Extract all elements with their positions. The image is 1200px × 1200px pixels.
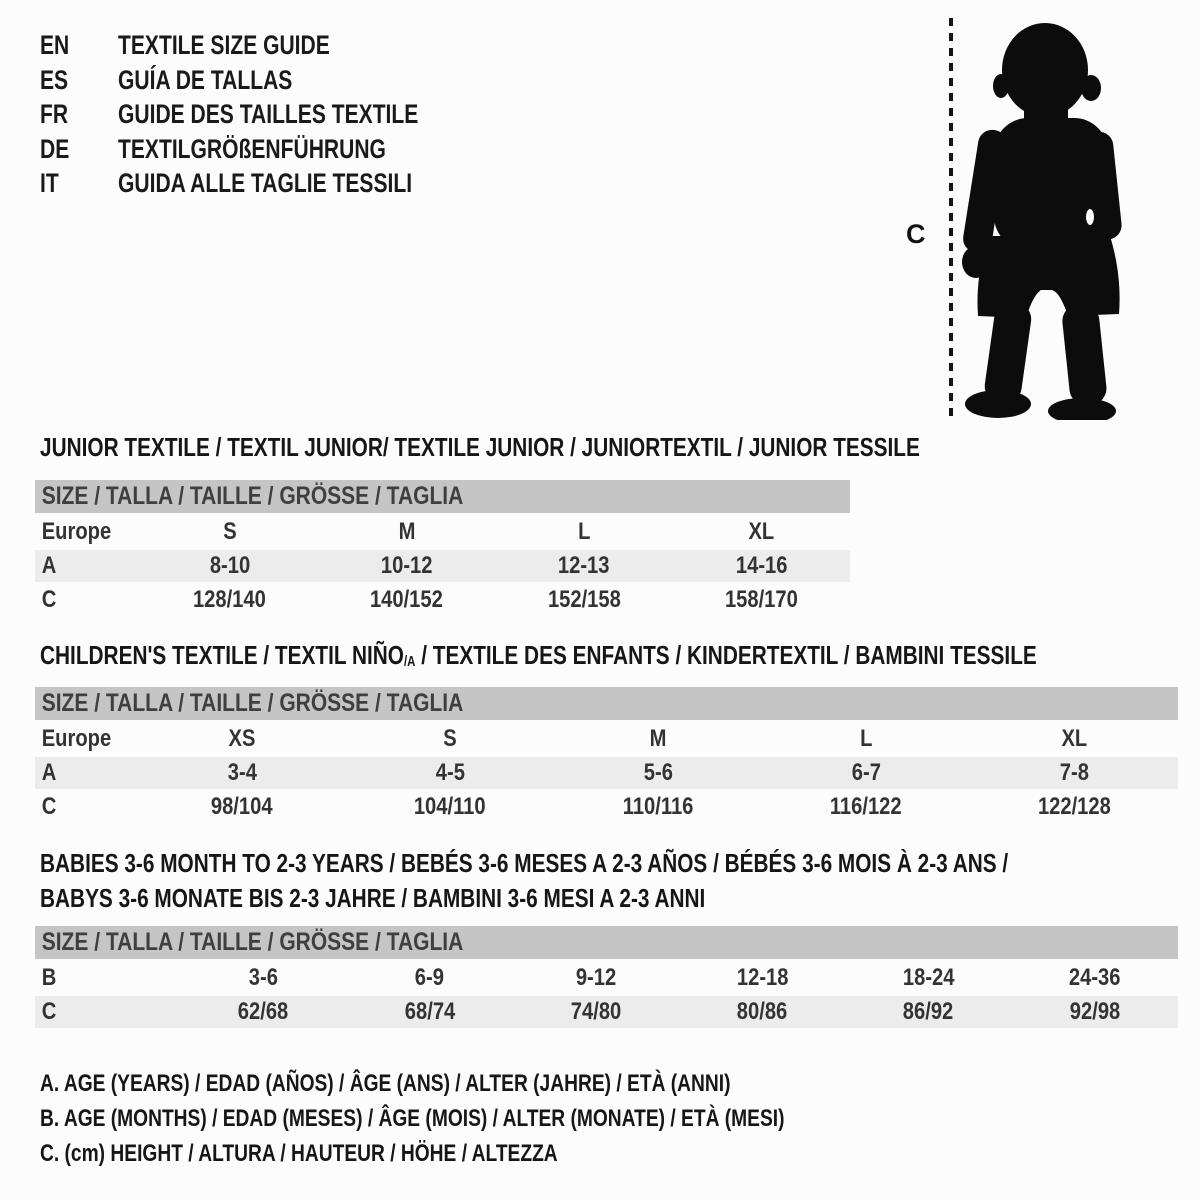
junior-section-title: JUNIOR TEXTILE / TEXTIL JUNIOR/ TEXTILE JUNIOR / JUNIORTEXTIL / JUNIOR TESSILE <box>40 432 920 462</box>
lang-row-es <box>40 63 418 98</box>
lang-label: GUIDA ALLE TAGLIE TESSILI <box>118 168 413 199</box>
cell-value: 8-10 <box>209 552 250 579</box>
children-title-sub: /A <box>403 654 416 670</box>
cell-value: L <box>859 725 873 752</box>
cell-value: M <box>398 518 416 545</box>
cell-value: 92/98 <box>1069 998 1121 1025</box>
children-section-title <box>40 640 1037 671</box>
cell-value: L <box>577 518 591 545</box>
row-label: B <box>41 964 57 991</box>
measurement-legend <box>40 1066 785 1171</box>
table-row <box>35 995 1178 1029</box>
table-header-row <box>35 687 1178 722</box>
legend-line-a: A. AGE (YEARS) / EDAD (AÑOS) / ÂGE (ANS) / ALTER (JAHRE) / ETÀ (ANNI) <box>40 1070 731 1097</box>
row-label: A <box>41 759 57 786</box>
table-row <box>35 549 850 583</box>
language-title-list <box>40 28 418 201</box>
cell-value: XL <box>748 518 775 545</box>
lang-code: IT <box>40 168 59 199</box>
babies-size-table <box>35 926 1178 1030</box>
cell-value: 5-6 <box>643 759 673 786</box>
table-row <box>35 790 1178 824</box>
lang-row-en <box>40 28 418 63</box>
lang-label: TEXTILE SIZE GUIDE <box>118 30 330 60</box>
cell-value: S <box>222 518 237 545</box>
cell-value: XS <box>228 725 256 752</box>
cell-value: 12-13 <box>558 552 610 579</box>
cell-value: 3-6 <box>248 964 278 991</box>
junior-size-table <box>35 480 850 618</box>
size-header-label: SIZE / TALLA / TAILLE / GRÖSSE / TAGLIA <box>41 482 464 510</box>
cell-value: 10-12 <box>381 552 433 579</box>
row-label: C <box>41 586 57 613</box>
cell-value: 6-9 <box>415 964 445 991</box>
cell-value: 74/80 <box>570 998 622 1025</box>
cell-value: S <box>443 725 457 752</box>
cell-value: 122/128 <box>1037 793 1111 820</box>
cell-value: XL <box>1061 725 1087 752</box>
figure-c-label: C <box>906 219 926 249</box>
cell-value: 158/170 <box>724 586 798 613</box>
cell-value: 18-24 <box>902 964 955 991</box>
legend-line-c: C. (cm) HEIGHT / ALTURA / HAUTEUR / HÖHE / ALTEZZA <box>40 1140 558 1167</box>
lang-code: ES <box>40 64 69 95</box>
row-label: C <box>41 998 57 1025</box>
lang-row-fr <box>40 97 418 132</box>
cell-value: 140/152 <box>370 586 444 613</box>
lang-code: EN <box>40 30 70 60</box>
cell-value: M <box>649 725 667 752</box>
lang-row-de <box>40 132 418 167</box>
children-title-rest: / TEXTILE DES ENFANTS / KINDERTEXTIL / BAMBINI TESSILE <box>415 640 1037 670</box>
cell-value: 86/92 <box>903 998 954 1025</box>
cell-value: 98/104 <box>211 793 273 820</box>
children-title-main: CHILDREN'S TEXTILE / TEXTIL NIÑO <box>40 640 404 670</box>
cell-value: 7-8 <box>1059 759 1089 786</box>
cell-value: 12-18 <box>736 964 788 991</box>
cell-value: 9-12 <box>575 964 617 991</box>
cell-value: 152/158 <box>547 586 621 613</box>
cell-value: 4-5 <box>435 759 465 786</box>
legend-line-b: B. AGE (MONTHS) / EDAD (MESES) / ÂGE (MOIS) / ALTER (MONATE) / ETÀ (MESI) <box>40 1105 785 1132</box>
babies-section-title-line1: BABIES 3-6 MONTH TO 2-3 YEARS / BEBÉS 3-6 MESES A 2-3 AÑOS / BÉBÉS 3-6 MOIS À 2-3 ANS / <box>40 848 1009 878</box>
cell-value: 24-36 <box>1069 964 1121 991</box>
lang-label: TEXTILGRÖßENFÜHRUNG <box>118 133 386 164</box>
children-size-table <box>35 687 1178 825</box>
cell-value: 128/140 <box>193 586 266 613</box>
cell-value: 68/74 <box>404 998 455 1025</box>
lang-code: DE <box>40 133 70 164</box>
table-row <box>35 515 850 550</box>
lang-label: GUIDE DES TAILLES TEXTILE <box>118 99 419 130</box>
babies-section-title-line2: BABYS 3-6 MONATE BIS 2-3 JAHRE / BAMBINI 3-6 MESI A 2-3 ANNI <box>40 883 706 913</box>
cell-value: 110/116 <box>622 793 694 820</box>
toddler-silhouette-icon <box>940 14 1150 420</box>
size-header-label: SIZE / TALLA / TAILLE / GRÖSSE / TAGLIA <box>41 928 464 956</box>
row-label: Europe <box>41 518 112 545</box>
row-label: A <box>41 552 57 579</box>
row-label: C <box>41 793 57 820</box>
cell-value: 14-16 <box>735 552 788 579</box>
lang-label: GUÍA DE TALLAS <box>118 64 293 95</box>
cell-value: 80/86 <box>736 998 788 1025</box>
lang-code: FR <box>40 99 69 130</box>
cell-value: 3-4 <box>227 759 257 786</box>
table-row <box>35 722 1178 757</box>
cell-value: 62/68 <box>238 998 289 1025</box>
table-header-row <box>35 926 1178 961</box>
lang-row-it <box>40 166 418 201</box>
table-row <box>35 756 1178 790</box>
table-row <box>35 961 1178 996</box>
cell-value: 6-7 <box>851 759 881 786</box>
row-label: Europe <box>41 725 112 752</box>
size-header-label: SIZE / TALLA / TAILLE / GRÖSSE / TAGLIA <box>41 689 464 717</box>
cell-value: 116/122 <box>830 793 902 820</box>
table-header-row <box>35 480 850 515</box>
table-row <box>35 583 850 617</box>
cell-value: 104/110 <box>413 793 486 820</box>
